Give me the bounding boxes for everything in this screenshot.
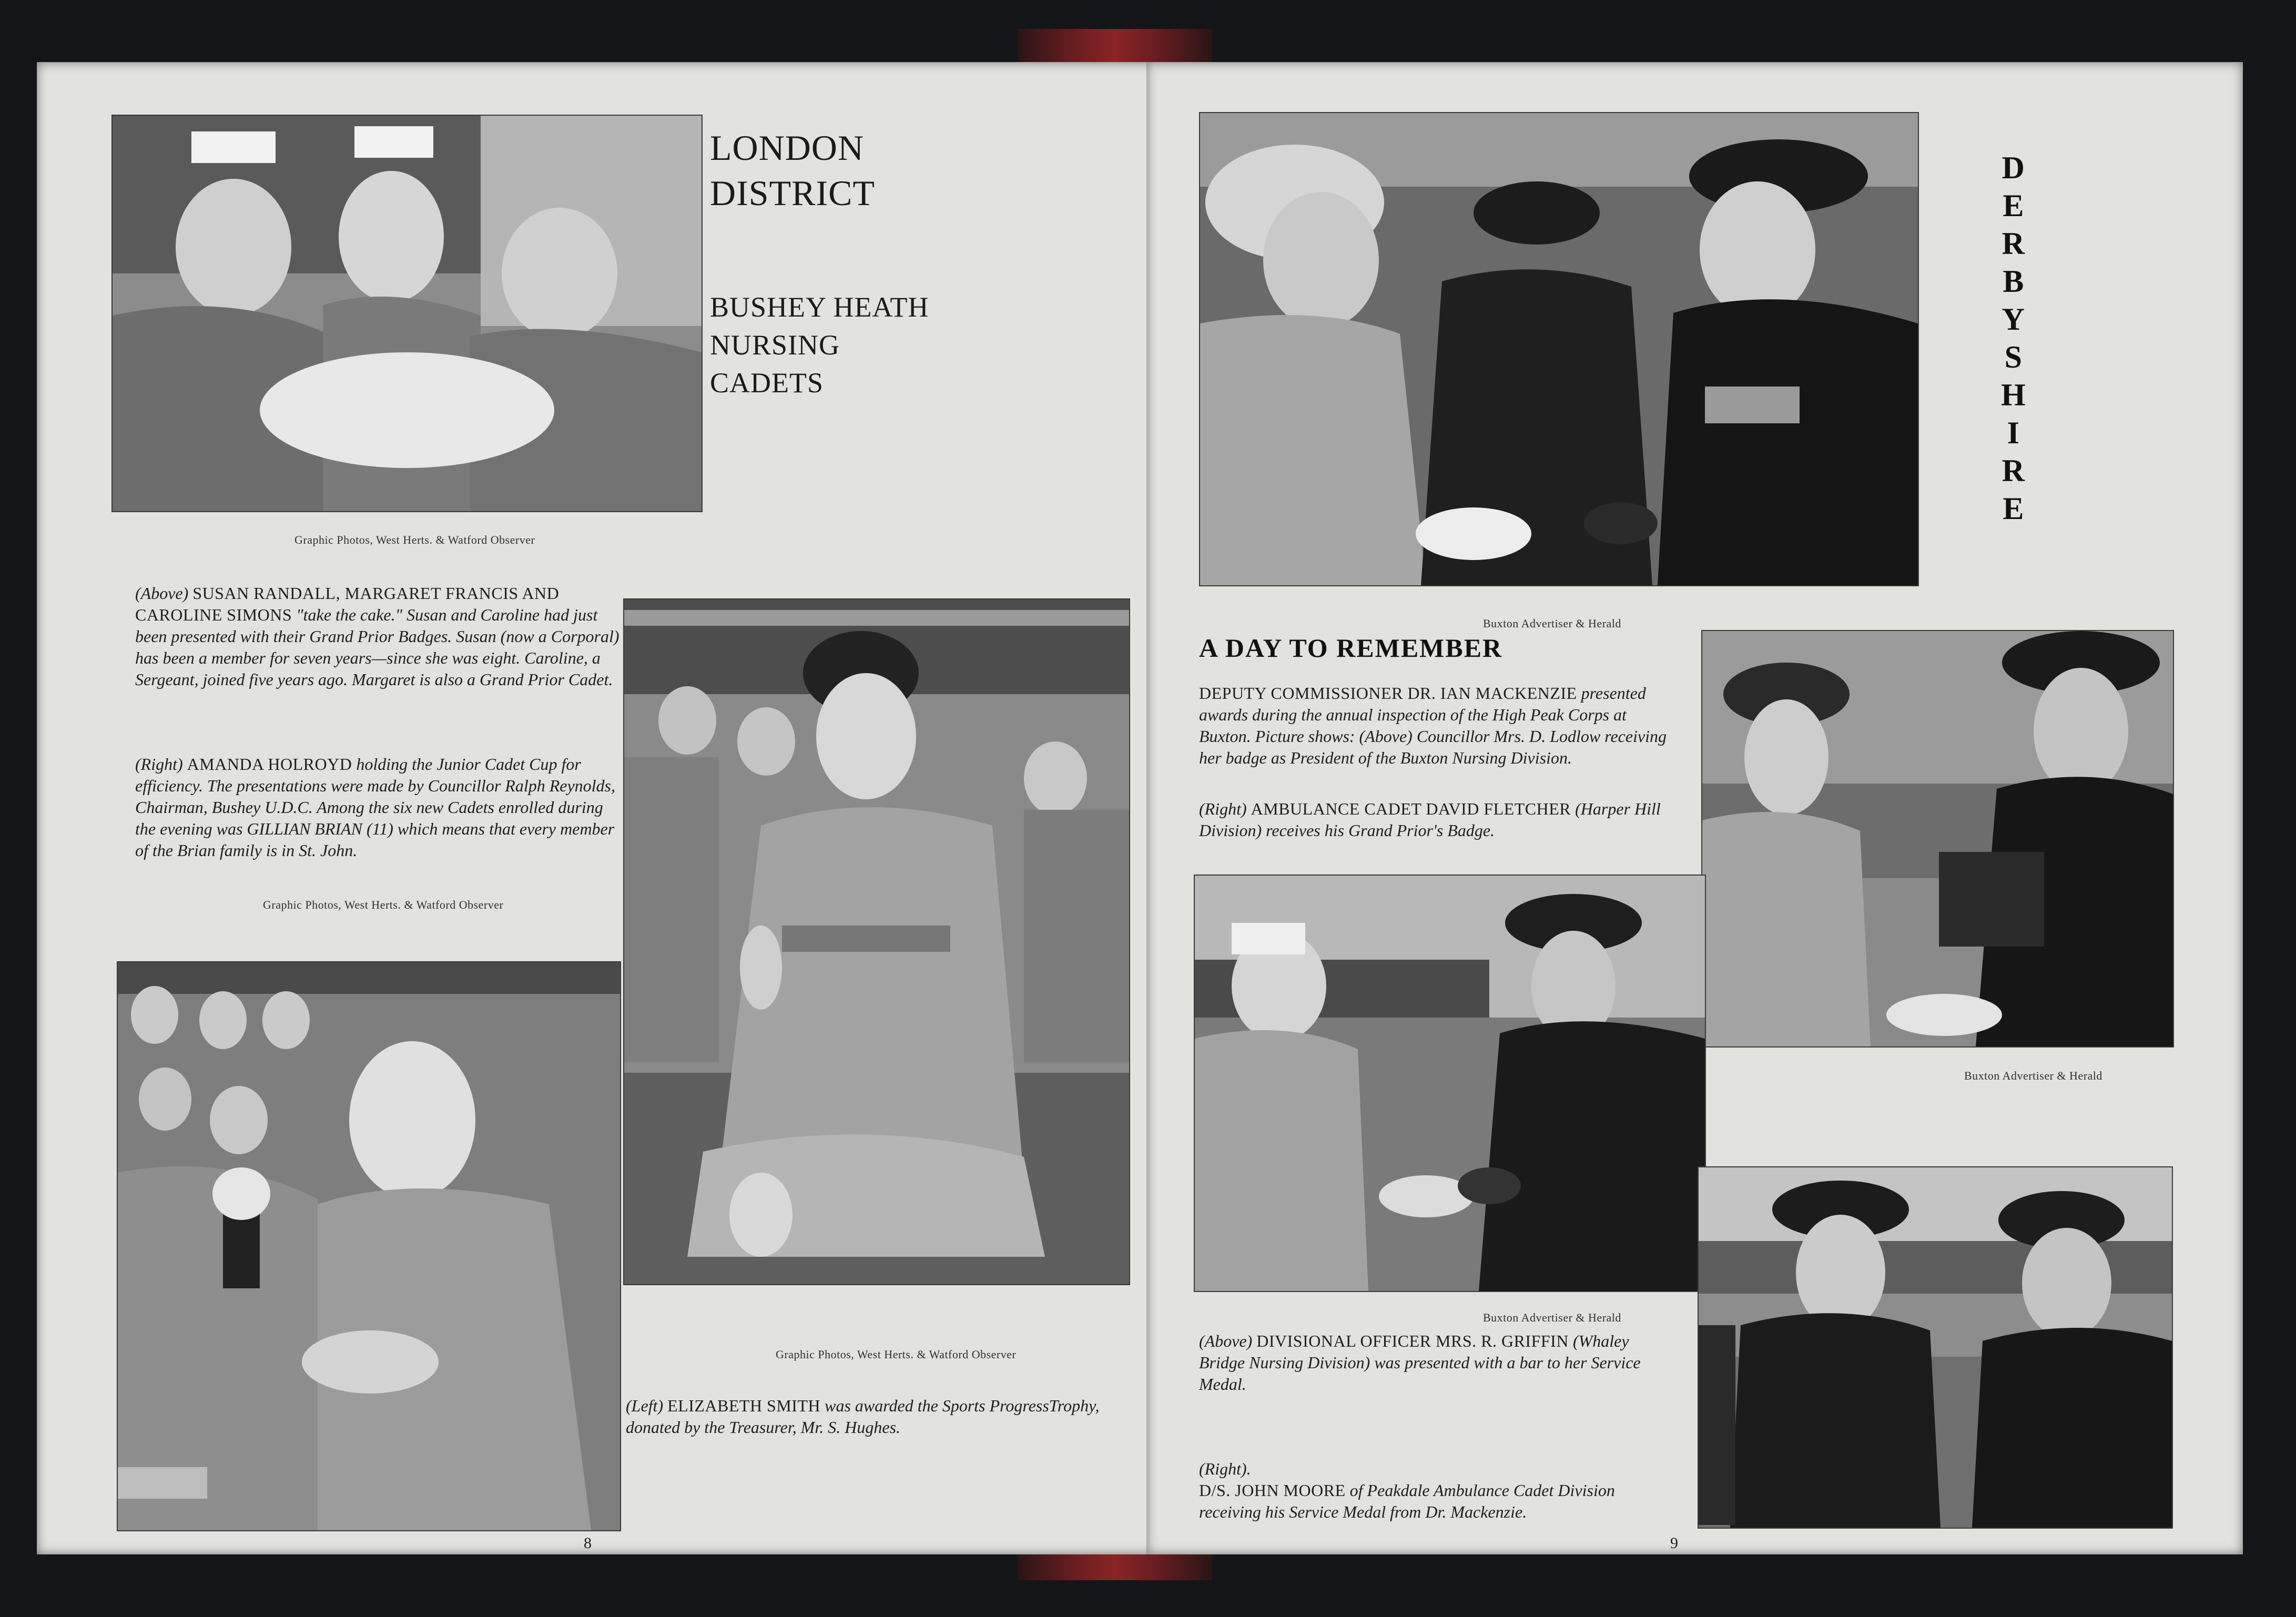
photo-service-medal-image (1699, 1167, 2172, 1528)
vertical-letter: I (2007, 415, 2020, 450)
caption-above (1199, 1330, 1672, 1395)
subheading-line: BUSHEY HEATH (710, 291, 929, 323)
photo-credit: Buxton Advertiser & Herald (1483, 1311, 1621, 1324)
caption-quote: "take the cake." (296, 605, 403, 624)
caption-name: DIVISIONAL OFFICER MRS. R. GRIFFIN (1256, 1331, 1569, 1350)
vertical-letter: S (2004, 340, 2023, 374)
vertical-letter: Y (2002, 302, 2025, 337)
vertical-letter: B (2003, 264, 2024, 299)
caption-body: presented awards during the annual inspection of the High Peak Corps at Buxton. Picture shows: (Above) Councillor Mrs. D. Lodlow receiving her badge as President of the Buxton Nursing Division. (1199, 684, 1667, 767)
photo-credit: Graphic Photos, West Herts. & Watford Observer (294, 533, 535, 546)
photo-divisional-officer-image (1195, 876, 1705, 1291)
heading-london-district (710, 125, 875, 216)
caption-body: (Harper Hill Division) receives his Grand Prior's Badge. (1199, 799, 1661, 840)
caption-body: (Whaley Bridge Nursing Division) was presented with a bar to her Service Medal. (1199, 1331, 1641, 1394)
caption-right (1199, 798, 1672, 841)
photo-cadet-with-cup (623, 598, 1130, 1285)
caption-bottom (1199, 1458, 1672, 1523)
caption-body: was awarded the Sports ProgressTrophy, donated by the Treasurer, Mr. S. Hughes. (626, 1396, 1100, 1437)
caption-ref: (Above) (135, 584, 189, 603)
caption-above (135, 583, 627, 690)
photo-councillor-receiving-badge (1199, 112, 1919, 586)
vertical-letter: R (2002, 226, 2025, 261)
vertical-letter: H (2001, 378, 2026, 412)
caption-names: SUSAN RANDALL, MARGARET FRANCIS AND CAROLINE SIMONS (135, 584, 560, 624)
caption-ref: (Right). (1199, 1459, 1251, 1478)
caption-right (135, 754, 627, 861)
photo-credit: Graphic Photos, West Herts. & Watford Observer (776, 1348, 1017, 1361)
subheading-bushey-heath (710, 288, 929, 402)
caption-ref: (Left) (626, 1396, 664, 1415)
caption-intro (1199, 683, 1672, 769)
caption-body: of Peakdale Ambulance Cadet Division receiving his Service Medal from Dr. Mackenzie. (1199, 1481, 1615, 1521)
photo-cadet-receiving-badge-image (1702, 631, 2173, 1046)
heading-line: DISTRICT (710, 173, 875, 213)
caption-body: Susan and Caroline had just been presented with their Grand Prior Badges. Susan (now a Corporal) has been a member for seven years—since she was eight. Caroline, a Sergeant, joined five years ago. Margaret is also a Grand Prior Cadet. (135, 605, 619, 689)
photo-service-medal (1698, 1166, 2173, 1529)
vertical-letter: R (2002, 453, 2025, 488)
photo-divisional-officer (1194, 874, 1706, 1292)
heading-line: LONDON (710, 128, 865, 168)
caption-ref: (Above) (1199, 1331, 1253, 1350)
vertical-title-derbyshire (2001, 149, 2026, 527)
vertical-letter: E (2003, 188, 2024, 223)
photo-credit: Graphic Photos, West Herts. & Watford Observer (263, 898, 504, 911)
caption-name: DEPUTY COMMISSIONER DR. IAN MACKENZIE (1199, 684, 1577, 703)
photo-cadet-with-trophy (117, 961, 621, 1531)
photo-cadet-with-cup-image (624, 599, 1129, 1284)
caption-left (626, 1395, 1125, 1438)
photo-cadet-with-trophy-image (118, 962, 620, 1530)
subheading-line: CADETS (710, 367, 824, 399)
caption-body: holding the Junior Cadet Cup for efficiency. The presentations were made by Councillor Ralph Reynolds, Chairman, Bushey U.D.C. Among the six new Cadets enrolled during the evening was GILLIAN BRIAN (11) which means that every member of the Brian family is in St. John. (135, 755, 615, 860)
photo-cadets-with-cake (111, 115, 703, 512)
caption-ref: (Right) (1199, 799, 1247, 818)
caption-name: AMANDA HOLROYD (187, 755, 352, 774)
photo-councillor-receiving-badge-image (1200, 113, 1918, 585)
vertical-letter: E (2003, 491, 2024, 526)
photo-cadet-receiving-badge (1701, 630, 2174, 1048)
caption-name: AMBULANCE CADET DAVID FLETCHER (1251, 799, 1571, 818)
vertical-letter: D (2002, 150, 2025, 185)
page-left (37, 62, 1160, 1554)
photo-credit: Buxton Advertiser & Herald (1483, 617, 1621, 630)
photo-credit: Buxton Advertiser & Herald (1964, 1069, 2102, 1082)
caption-name: ELIZABETH SMITH (667, 1396, 821, 1415)
page-number: 8 (584, 1534, 592, 1552)
subheading-line: NURSING (710, 329, 840, 361)
photo-cadets-with-cake-image (113, 116, 702, 511)
caption-name: D/S. JOHN MOORE (1199, 1481, 1346, 1500)
caption-ref: (Right) (135, 755, 183, 774)
page-number: 9 (1670, 1534, 1678, 1552)
article-title: A DAY TO REMEMBER (1199, 633, 1503, 663)
page-right (1146, 62, 2243, 1554)
